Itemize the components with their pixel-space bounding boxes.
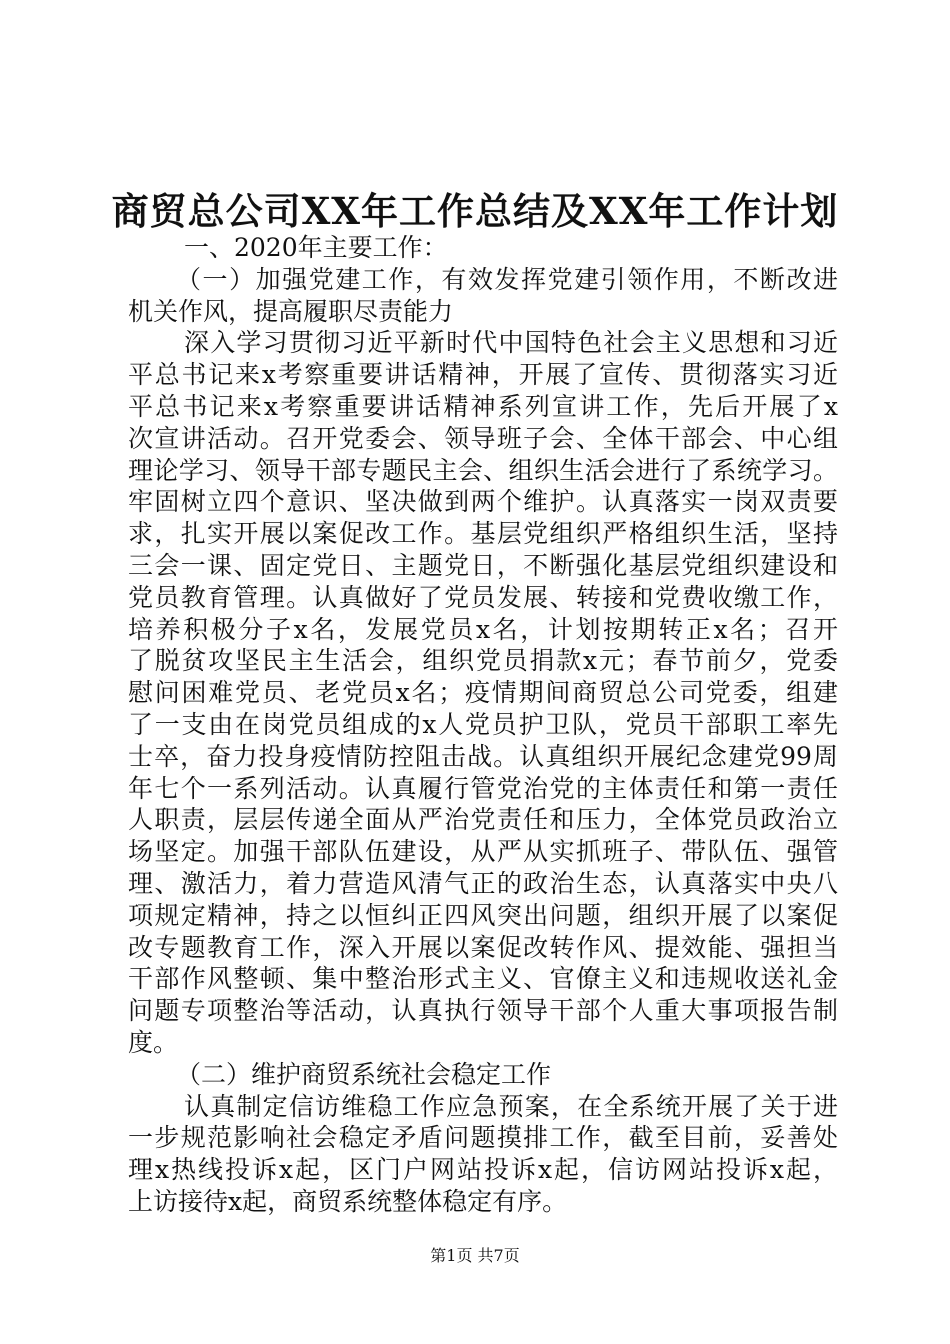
text-line: 度。 bbox=[128, 1027, 179, 1057]
text-line: （一）加强党建工作，有效发挥党建引领作用，不断改进 bbox=[176, 264, 838, 294]
text-line: 了脱贫攻坚民主生活会，组织党员捐款x元；春节前夕，党委 bbox=[128, 646, 838, 676]
text-line: 三会一课、固定党日、主题党日，不断强化基层党组织建设和 bbox=[128, 550, 838, 580]
document-title: 商贸总公司XX年工作总结及XX年工作计划 bbox=[111, 189, 839, 233]
text-line: 认真制定信访维稳工作应急预案，在全系统开展了关于进 bbox=[184, 1091, 838, 1121]
text-line: 培养积极分子x名，发展党员x名，计划按期转正x名；召开 bbox=[128, 614, 838, 644]
text-line: 改专题教育工作，深入开展以案促改转作风、提效能、强担当 bbox=[128, 932, 838, 962]
paragraph bbox=[128, 264, 838, 328]
text-line: 场坚定。加强干部队伍建设，从严从实抓班子、带队伍、强管 bbox=[128, 837, 838, 867]
paragraph bbox=[128, 232, 838, 264]
paragraph bbox=[128, 1091, 838, 1218]
text-line: 慰问困难党员、老党员x名；疫情期间商贸总公司党委，组建 bbox=[128, 678, 838, 708]
text-line: 理x热线投诉x起，区门户网站投诉x起，信访网站投诉x起， bbox=[128, 1155, 838, 1185]
text-line: 平总书记来x考察重要讲话精神，开展了宣传、贯彻落实习近 bbox=[128, 360, 838, 390]
text-line: 理、激活力，着力营造风清气正的政治生态，认真落实中央八 bbox=[128, 868, 838, 898]
text-line: 问题专项整治等活动，认真执行领导干部个人重大事项报告制 bbox=[128, 996, 838, 1026]
text-line: 年七个一系列活动。认真履行管党治党的主体责任和第一责任 bbox=[128, 773, 838, 803]
text-line: 牢固树立四个意识、坚决做到两个维护。认真落实一岗双责要 bbox=[128, 487, 838, 517]
text-line: 项规定精神，持之以恒纠正四风突出问题，组织开展了以案促 bbox=[128, 900, 838, 930]
text-line: 党员教育管理。认真做好了党员发展、转接和党费收缴工作， bbox=[128, 582, 838, 612]
document-body bbox=[128, 232, 838, 1218]
text-line: 士卒，奋力投身疫情防控阻击战。认真组织开展纪念建党99周 bbox=[128, 741, 838, 771]
text-line: 深入学习贯彻习近平新时代中国特色社会主义思想和习近 bbox=[184, 328, 838, 358]
paragraph bbox=[128, 1059, 838, 1091]
text-line: 次宣讲活动。召开党委会、领导班子会、全体干部会、中心组 bbox=[128, 423, 838, 453]
text-line: 一步规范影响社会稳定矛盾问题摸排工作，截至目前，妥善处 bbox=[128, 1123, 838, 1153]
text-line: （二）维护商贸系统社会稳定工作 bbox=[176, 1059, 552, 1089]
text-line: 上访接待x起，商贸系统整体稳定有序。 bbox=[128, 1186, 568, 1216]
text-line: 一、2020年主要工作： bbox=[184, 233, 448, 262]
text-line: 平总书记来x考察重要讲话精神系列宣讲工作，先后开展了x bbox=[128, 391, 838, 421]
text-line: 机关作风，提高履职尽责能力 bbox=[128, 296, 454, 326]
page-footer: 第1页 共7页 bbox=[430, 1246, 520, 1265]
paragraph bbox=[128, 327, 838, 1058]
text-line: 了一支由在岗党员组成的x人党员护卫队，党员干部职工率先 bbox=[128, 709, 838, 739]
text-line: 人职责，层层传递全面从严治党责任和压力，全体党员政治立 bbox=[128, 805, 838, 835]
text-line: 理论学习、领导干部专题民主会、组织生活会进行了系统学习。 bbox=[128, 455, 838, 485]
text-line: 求，扎实开展以案促改工作。基层党组织严格组织生活，坚持 bbox=[128, 519, 838, 549]
text-line: 干部作风整顿、集中整治形式主义、官僚主义和违规收送礼金 bbox=[128, 964, 838, 994]
